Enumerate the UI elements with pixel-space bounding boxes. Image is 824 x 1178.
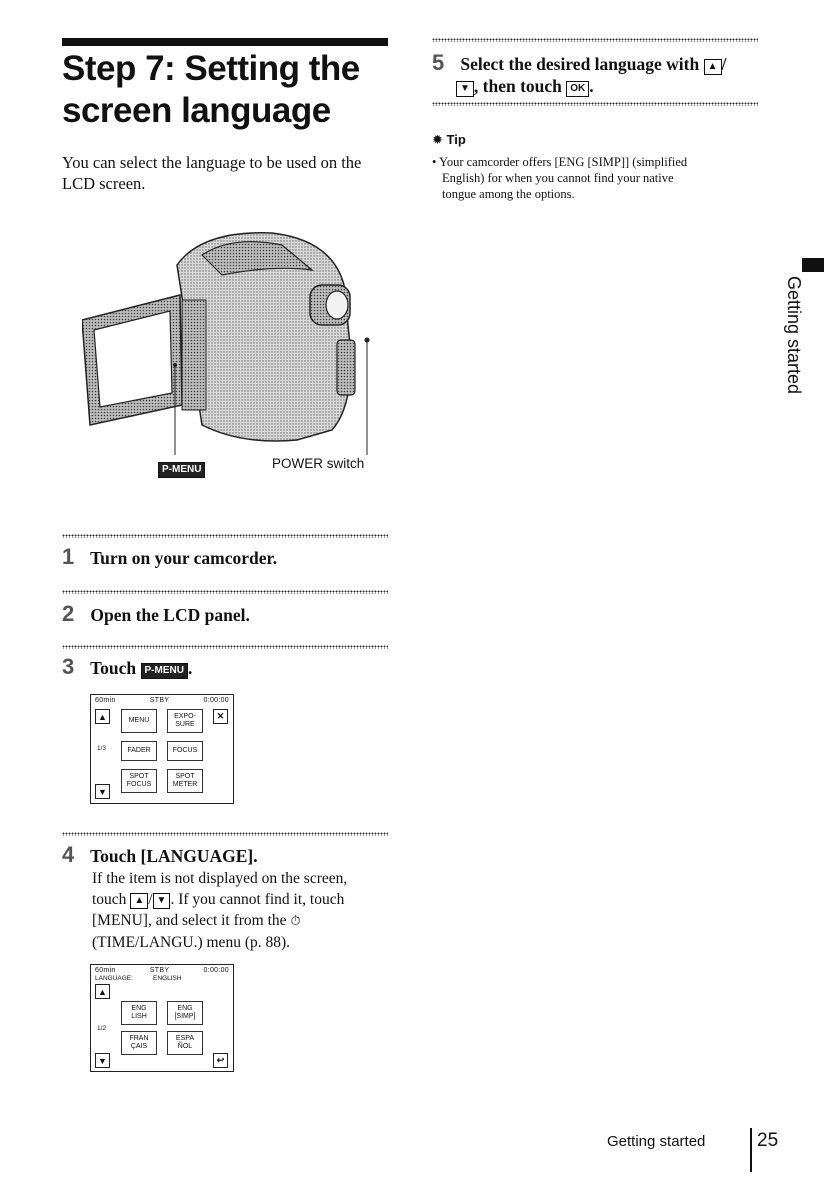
separator <box>432 102 758 106</box>
spot-focus-cell: SPOT FOCUS <box>121 769 157 793</box>
camcorder-illustration <box>82 225 382 465</box>
page-title: Step 7: Setting the screen language <box>62 49 360 130</box>
intro-text: You can select the language to be used on the LCD screen. <box>62 153 362 193</box>
ok-button-icon: OK <box>566 81 589 97</box>
tip-bulb-icon: ✹ <box>432 133 443 148</box>
time-langu-icon: ⏱ <box>290 914 301 929</box>
language-english-cell: ENG LISH <box>121 1001 157 1025</box>
mode-indicator: STBY <box>149 697 170 704</box>
time-counter: 0:00:00 <box>203 967 229 974</box>
step-4-body: If the item is not displayed on the screen, touch ▲ / ▼ . If you cannot find it, touch [MENU], and select it from the ⏱ (TIME/LANGU.) menu (p. 88). <box>92 870 348 951</box>
step-3: 3 Touch P-MENU . <box>62 654 193 679</box>
exposure-cell: EXPO- SURE <box>167 709 203 733</box>
step-1: 1 Turn on your camcorder. <box>62 544 278 569</box>
close-icon: ✕ <box>213 709 228 724</box>
section-side-label: Getting started <box>784 276 804 395</box>
up-arrow-icon: ▲ <box>95 709 110 724</box>
separator <box>62 832 388 836</box>
down-arrow-icon: ▼ <box>153 893 171 909</box>
fader-cell: FADER <box>121 741 157 761</box>
spot-meter-cell: SPOT METER <box>167 769 203 793</box>
title-rule <box>62 38 388 46</box>
footer-section: Getting started <box>607 1133 706 1150</box>
battery-indicator: 60min <box>95 967 116 974</box>
section-tab-marker <box>802 258 824 272</box>
focus-cell: FOCUS <box>167 741 203 761</box>
language-francais-cell: FRAN ÇAIS <box>121 1031 157 1055</box>
page-number: 25 <box>757 1130 779 1151</box>
step-4: 4 Touch [LANGUAGE]. <box>62 842 258 867</box>
up-arrow-icon: ▲ <box>95 984 110 999</box>
battery-indicator: 60min <box>95 697 116 704</box>
up-arrow-icon: ▲ <box>130 893 148 909</box>
menu-cell: MENU <box>121 709 157 733</box>
pmenu-button: P-MENU <box>141 663 188 679</box>
tip-body: • Your camcorder offers [ENG [SIMP]] (simplified English) for when you cannot find your native tongue among the options. <box>432 155 688 201</box>
pmenu-caption: P-MENU <box>158 460 205 478</box>
down-arrow-icon: ▼ <box>95 1053 110 1068</box>
down-arrow-icon: ▼ <box>95 784 110 799</box>
footer-rule <box>750 1128 752 1172</box>
power-switch-caption: POWER switch <box>272 456 365 471</box>
language-value: ENGLISH <box>153 975 182 982</box>
return-icon: ↩ <box>213 1053 228 1068</box>
time-counter: 0:00:00 <box>203 697 229 704</box>
up-arrow-icon: ▲ <box>704 59 722 75</box>
separator <box>62 534 388 538</box>
mode-indicator: STBY <box>149 967 170 974</box>
tip-heading: ✹ Tip <box>432 132 466 148</box>
step-2: 2 Open the LCD panel. <box>62 601 250 626</box>
separator <box>62 590 388 594</box>
lcd-screen-pmenu <box>90 694 234 804</box>
step-5: 5 Select the desired language with ▲ / ▼ , then touch OK . <box>432 50 727 96</box>
page-indicator: 1/3 <box>97 745 107 752</box>
separator <box>432 38 758 42</box>
language-eng-simp-cell: ENG [SIMP] <box>167 1001 203 1025</box>
separator <box>62 645 388 649</box>
lcd-screen-language <box>90 964 234 1072</box>
down-arrow-icon: ▼ <box>456 81 474 97</box>
language-label: LANGUAGE: <box>95 975 133 982</box>
language-espanol-cell: ESPA ÑOL <box>167 1031 203 1055</box>
page-indicator: 1/2 <box>97 1025 107 1032</box>
